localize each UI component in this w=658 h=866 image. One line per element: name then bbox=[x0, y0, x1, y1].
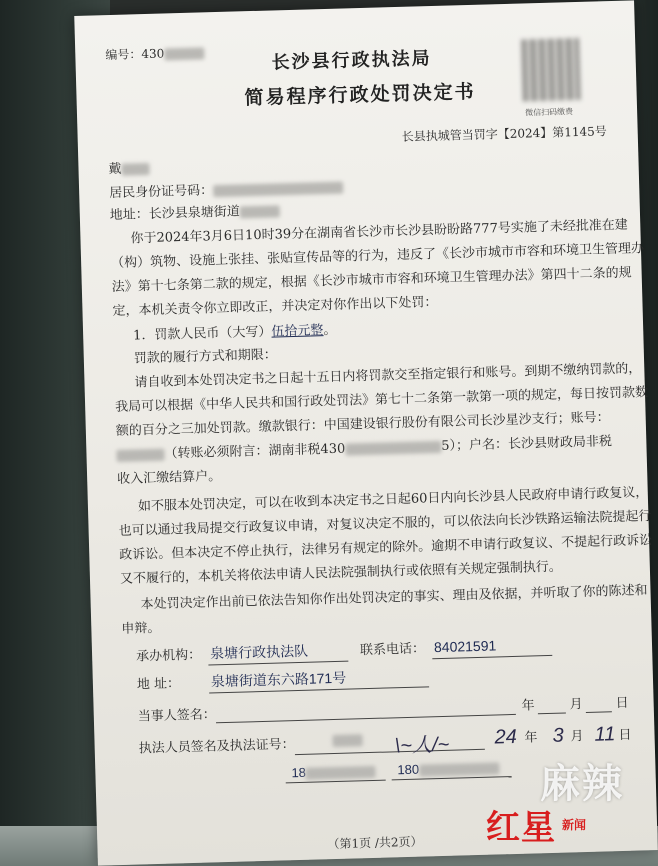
redaction bbox=[345, 440, 441, 455]
serial-number bbox=[105, 46, 204, 61]
month-line bbox=[538, 713, 566, 715]
addr2-value: 泉塘街道东六路171号 bbox=[210, 669, 347, 690]
org-label: 承办机构： bbox=[135, 647, 202, 665]
addr2-label: 地 址： bbox=[136, 676, 181, 693]
fine-label: 1．罚款人民币（大写） bbox=[132, 324, 272, 344]
party-sign-line bbox=[216, 714, 516, 723]
body-line: 定，本机关责令你立即改正，并决定对你作出以下处罚： bbox=[112, 294, 438, 320]
agency-name: 长沙县行政执法局 bbox=[271, 48, 432, 74]
case-number: 长县执城管当罚字【2024】第1145号 bbox=[401, 124, 607, 144]
phone-underline bbox=[432, 655, 552, 659]
party-date-day: 日 bbox=[615, 695, 629, 712]
body-line: 法》第十七条第二款的规定，根据《长沙市城市市容和环境卫生管理办法》第四十二条的规 bbox=[111, 265, 632, 296]
party-date-month: 月 bbox=[569, 697, 583, 713]
appeal-line: 又不履行的，本机关将依法申请人民法院强制执行或依照有关规定强制执行。 bbox=[119, 559, 563, 587]
officer-id-1 bbox=[291, 764, 376, 780]
page-footer: （第1页 /共2页） bbox=[327, 834, 423, 852]
party-address bbox=[110, 204, 280, 222]
redaction bbox=[306, 765, 376, 779]
notice-line: 申辩。 bbox=[121, 620, 161, 637]
sign-day-label: 日 bbox=[618, 727, 632, 744]
officer-id-2 bbox=[397, 760, 499, 776]
officer-sign-line bbox=[295, 749, 485, 755]
party-date-year: 年 bbox=[521, 698, 535, 714]
id-number bbox=[109, 181, 343, 201]
phone-value: 84021591 bbox=[433, 637, 497, 656]
redaction bbox=[121, 162, 149, 175]
payment-line: 我局可以根据《中华人民共和国行政处罚法》第七十二条第一款第一项的规定，每日按罚款数 bbox=[114, 385, 649, 415]
serial-label: 编号： bbox=[105, 47, 142, 63]
officer-id-2-value: 180 bbox=[397, 761, 420, 778]
officer-signature: \~人/~ bbox=[394, 733, 450, 758]
redaction bbox=[164, 47, 204, 60]
redaction bbox=[240, 205, 280, 218]
redaction bbox=[332, 734, 362, 747]
body-line: （构）筑物、设施上张挂、张贴宣传品等的行为，违反了《长沙市城市市容和环境卫生管理办 bbox=[110, 241, 645, 272]
watermark-line3: 新闻 bbox=[562, 818, 587, 832]
fine-suffix: 。 bbox=[323, 322, 337, 339]
id-label: 居民身份证号码： bbox=[109, 183, 214, 202]
body-line: 你于2024年3月6日10时39分在湖南省长沙市长沙县盼盼路777号实施了未经批准在建 bbox=[130, 217, 629, 247]
qr-caption: 微信扫码缴费 bbox=[524, 107, 574, 118]
penalty-document bbox=[74, 0, 658, 865]
appeal-line: 也可以通过我局提交行政复议申请，对复议决定不服的，可以依法向长沙铁路运输法院提起行 bbox=[118, 509, 652, 539]
notice-line: 本处罚决定作出前已依法告知你作出处罚决定的事实、理由及依据，并听取了你的陈述和 bbox=[140, 583, 648, 613]
payment-note-prefix: （转账必须附言：湖南非税430 bbox=[164, 441, 346, 462]
payment-note bbox=[116, 435, 612, 462]
org-value: 泉塘行政执法队 bbox=[209, 642, 309, 662]
sign-year-label: 年 bbox=[524, 730, 538, 746]
payment-method-title: 罚款的履行方式和期限： bbox=[133, 347, 278, 367]
phone-label: 联系电话： bbox=[359, 641, 426, 659]
address-label: 地址： bbox=[109, 206, 150, 224]
payment-note-suffix: 5）；户名：长沙县财政局非税 bbox=[441, 434, 613, 454]
watermark-line1: 麻辣 bbox=[540, 761, 624, 807]
address-value: 长沙县泉塘街道 bbox=[148, 204, 241, 222]
party-sign-label: 当事人签名： bbox=[137, 707, 217, 725]
appeal-line: 如不服本处罚决定，可以在收到本决定书之日起60日内向长沙县人民政府申请行政复议， bbox=[137, 485, 649, 515]
officer-id-1-line bbox=[286, 780, 386, 784]
payment-last: 收入汇缴结算户。 bbox=[116, 469, 222, 487]
fine-amount: 伍拾元整 bbox=[271, 322, 324, 339]
payment-line: 请自收到本处罚决定书之日起十五日内将罚款交至指定银行和账号。到期不缴纳罚款的， bbox=[134, 361, 642, 391]
sign-year: 24 bbox=[494, 725, 518, 749]
watermark-line2: 红星 bbox=[486, 808, 556, 848]
sign-day: 11 bbox=[594, 723, 616, 746]
officer-sign-label: 执法人员签名及执法证号： bbox=[138, 737, 295, 757]
redaction bbox=[116, 448, 164, 461]
payment-qr-code bbox=[521, 38, 581, 102]
appeal-line: 政诉讼。但本决定不停止执行，法律另有规定的除外。逾期不申请行政复议、不提起行政诉讼 bbox=[119, 533, 653, 563]
redaction bbox=[419, 762, 499, 776]
fine-line bbox=[133, 323, 337, 343]
serial-value: 430 bbox=[141, 46, 165, 62]
sign-month-label: 月 bbox=[570, 729, 584, 745]
officer-id-1-value: 18 bbox=[291, 764, 307, 781]
document-title: 简易程序行政处罚决定书 bbox=[244, 80, 476, 110]
sign-month: 3 bbox=[552, 724, 564, 747]
redaction bbox=[213, 181, 343, 197]
payment-line: 额的百分之三加处罚款。缴款银行：中国建设银行股份有限公司长沙星沙支行；账号： bbox=[115, 410, 610, 439]
party-name-label: 戴 bbox=[108, 161, 122, 178]
party-name bbox=[108, 162, 149, 176]
org-underline bbox=[208, 661, 348, 666]
day-line bbox=[586, 711, 612, 713]
